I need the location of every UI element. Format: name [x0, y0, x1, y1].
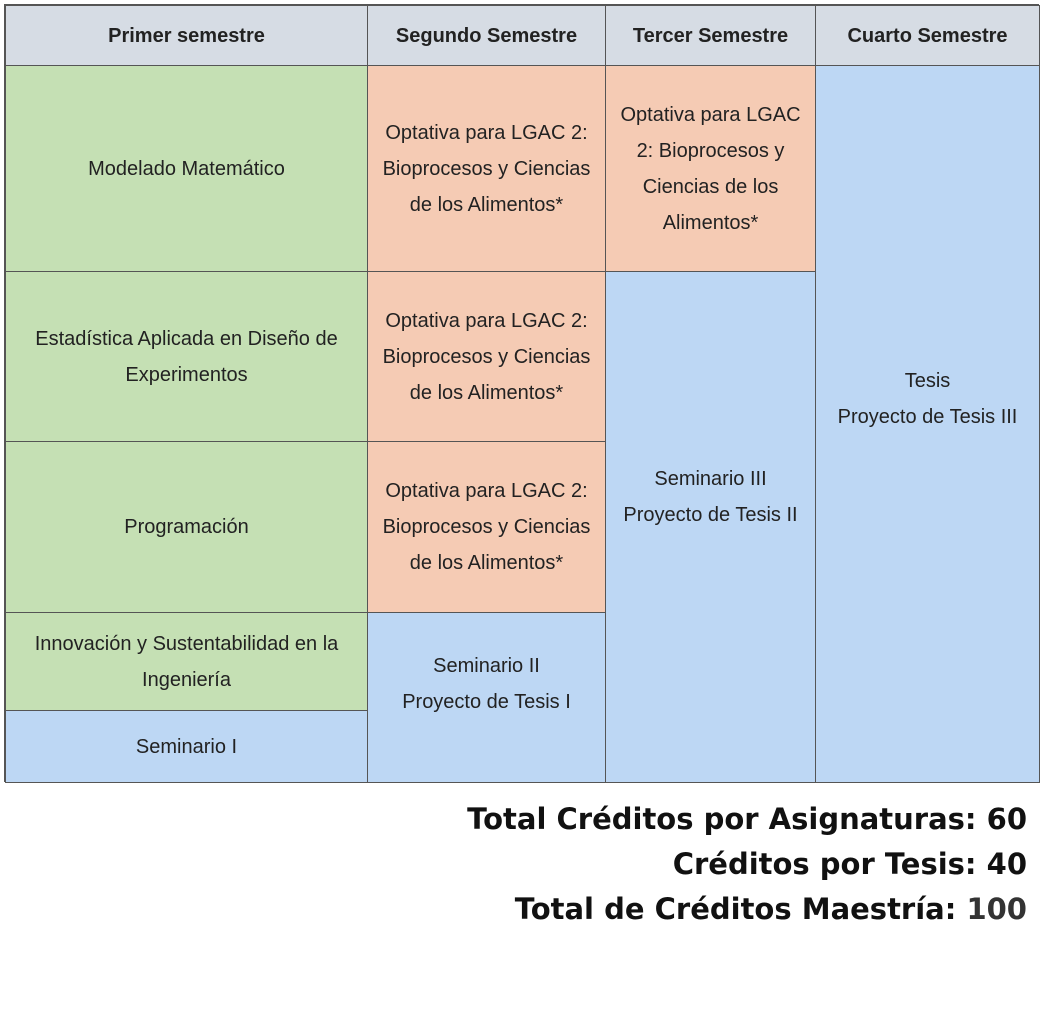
header-primer-semestre: Primer semestre — [5, 5, 368, 66]
seminario-2-subtitle: Proyecto de Tesis I — [402, 690, 571, 713]
creditos-tesis-line — [467, 842, 1027, 887]
header-tercer-semestre: Tercer Semestre — [605, 5, 816, 66]
credits-summary — [467, 797, 1027, 932]
course-estadistica-aplicada: Estadística Aplicada en Diseño de Experimentos — [5, 271, 368, 442]
course-seminario-1: Seminario I — [5, 710, 368, 783]
total-asignaturas-line — [467, 797, 1027, 842]
course-programacion: Programación — [5, 441, 368, 613]
total-asignaturas-value: 60 — [986, 802, 1027, 836]
seminario-3-subtitle: Proyecto de Tesis II — [623, 504, 798, 526]
creditos-tesis-value: 40 — [986, 847, 1027, 881]
course-optativa-s2-3: Optativa para LGAC 2: Bioprocesos y Ciencias de los Alimentos* — [367, 441, 606, 613]
total-asignaturas-label: Total Créditos por Asignaturas: — [467, 802, 977, 836]
course-tesis — [815, 65, 1040, 783]
course-modelado-matematico: Modelado Matemático — [5, 65, 368, 272]
tesis-title: Tesis — [904, 370, 951, 392]
total-maestria-label: Total de Créditos Maestría: — [514, 892, 957, 926]
seminario-2-title: Seminario II — [433, 654, 540, 677]
curriculum-table — [4, 4, 1039, 782]
seminario-3-title: Seminario III — [654, 468, 767, 490]
header-segundo-semestre: Segundo Semestre — [367, 5, 606, 66]
course-seminario-2 — [367, 612, 606, 783]
header-cuarto-semestre: Cuarto Semestre — [815, 5, 1040, 66]
total-maestria-value: 100 — [966, 892, 1027, 926]
creditos-tesis-label: Créditos por Tesis: — [672, 847, 977, 881]
course-optativa-s2-2: Optativa para LGAC 2: Bioprocesos y Ciencias de los Alimentos* — [367, 271, 606, 442]
course-innovacion-sustentabilidad: Innovación y Sustentabilidad en la Ingeniería — [5, 612, 368, 711]
tesis-subtitle: Proyecto de Tesis III — [837, 406, 1018, 428]
total-maestria-line — [467, 887, 1027, 932]
course-optativa-s3: Optativa para LGAC 2: Bioprocesos y Ciencias de los Alimentos* — [605, 65, 816, 272]
course-optativa-s2-1: Optativa para LGAC 2: Bioprocesos y Ciencias de los Alimentos* — [367, 65, 606, 272]
course-seminario-3 — [605, 271, 816, 783]
